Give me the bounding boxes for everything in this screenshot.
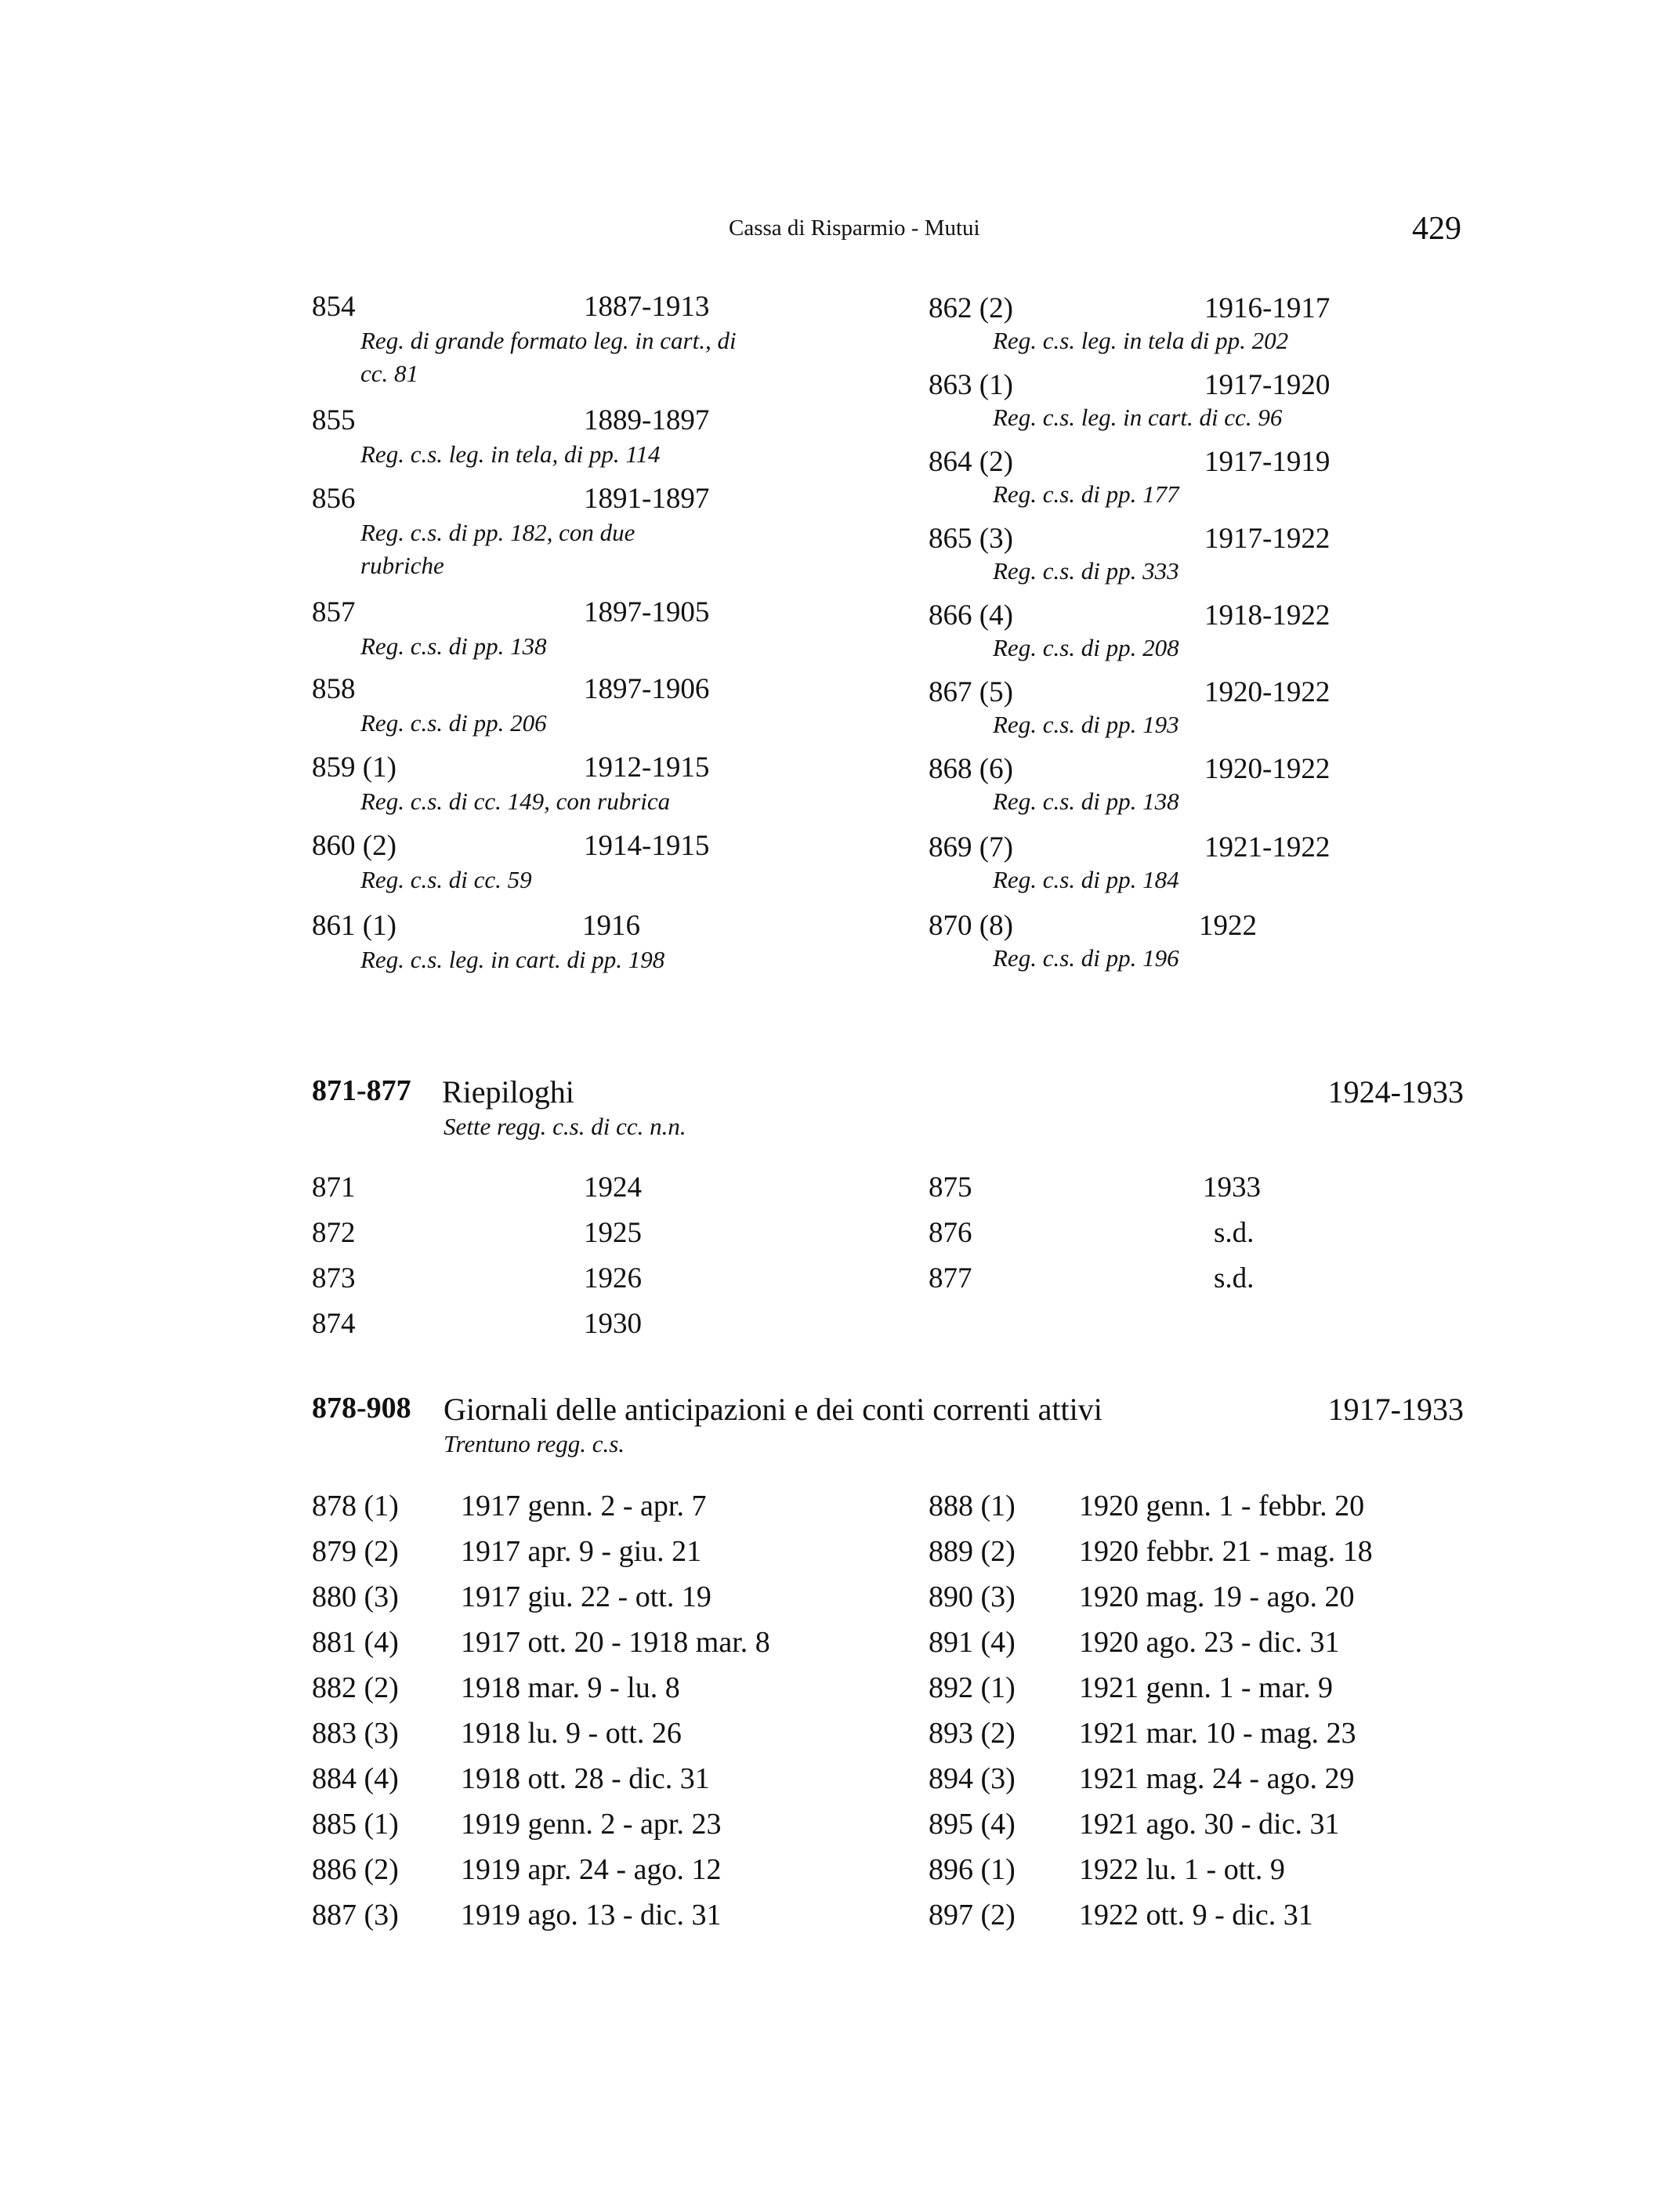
series-years: 1924-1933 [1327, 1074, 1464, 1110]
register-description: Reg. c.s. di pp. 206 [360, 709, 547, 737]
list-item [312, 1580, 860, 1622]
register-years: 1891-1897 [584, 483, 710, 515]
item-number: 894 (3) [929, 1762, 1016, 1795]
item-number: 896 (1) [929, 1853, 1016, 1886]
register-years: 1889-1897 [584, 404, 710, 436]
register-number: 856 [312, 483, 356, 515]
item-year: 1924 [584, 1171, 642, 1204]
item-dates: 1921 mar. 10 - mag. 23 [1079, 1717, 1356, 1750]
register-years: 1917-1922 [1204, 523, 1331, 555]
list-item [929, 1534, 1493, 1577]
list-item [312, 1489, 860, 1531]
list-item [929, 1852, 1493, 1895]
item-number: 871 [312, 1171, 356, 1204]
register-entry [929, 675, 1336, 738]
item-dates: 1917 apr. 9 - giu. 21 [461, 1535, 702, 1568]
list-item [929, 1671, 1493, 1713]
register-entry [312, 829, 719, 892]
register-entry [312, 596, 719, 658]
register-entry [929, 522, 1336, 585]
register-number: 869 (7) [929, 831, 1013, 863]
item-dates: 1920 febbr. 21 - mag. 18 [1079, 1535, 1373, 1568]
register-entry [929, 752, 1336, 815]
register-number: 860 (2) [312, 830, 396, 862]
list-item [929, 1171, 1320, 1210]
series-description: Trentuno regg. c.s. [444, 1430, 625, 1457]
item-dates: 1918 ott. 28 - dic. 31 [461, 1762, 710, 1795]
register-entry [312, 404, 719, 466]
list-item [929, 1580, 1493, 1622]
register-description: Reg. c.s. di pp. 138 [360, 632, 547, 660]
register-years: 1916-1917 [1204, 292, 1331, 324]
register-description: Reg. c.s. di pp. 138 [993, 787, 1179, 815]
register-description: Reg. c.s. di pp. 196 [993, 944, 1179, 972]
item-number: 886 (2) [312, 1853, 399, 1886]
register-description: Reg. c.s. leg. in cart. di cc. 96 [993, 404, 1283, 431]
register-years: 1920-1922 [1204, 753, 1331, 785]
item-number: 892 (1) [929, 1671, 1016, 1704]
item-dates: 1919 ago. 13 - dic. 31 [461, 1899, 722, 1932]
register-description: Reg. c.s. leg. in cart. di pp. 198 [360, 946, 665, 973]
item-dates: 1922 ott. 9 - dic. 31 [1079, 1899, 1313, 1932]
item-dates: 1921 mag. 24 - ago. 29 [1079, 1762, 1355, 1795]
item-year: 1930 [584, 1308, 642, 1340]
list-item [312, 1898, 860, 1940]
list-item [312, 1262, 704, 1301]
item-number: 888 (1) [929, 1490, 1016, 1522]
register-entry [929, 599, 1336, 661]
list-item [312, 1761, 860, 1804]
register-number: 865 (3) [929, 523, 1013, 555]
list-item [929, 1761, 1493, 1804]
item-dates: 1919 genn. 2 - apr. 23 [461, 1808, 722, 1841]
item-number: 880 (3) [312, 1580, 399, 1613]
item-year: 1933 [1203, 1171, 1261, 1204]
register-description: Reg. c.s. di cc. 149, con rubrica [360, 787, 671, 815]
item-number: 878 (1) [312, 1490, 399, 1522]
item-year: s.d. [1214, 1217, 1255, 1249]
list-item [312, 1807, 860, 1849]
register-description: Reg. c.s. di pp. 193 [993, 711, 1179, 738]
register-years: 1897-1905 [584, 596, 710, 628]
list-item [929, 1807, 1493, 1849]
item-dates: 1918 lu. 9 - ott. 26 [461, 1717, 682, 1750]
item-dates: 1920 mag. 19 - ago. 20 [1079, 1580, 1355, 1613]
register-number: 859 (1) [312, 751, 396, 784]
item-year: 1925 [584, 1217, 642, 1249]
item-number: 884 (4) [312, 1762, 399, 1795]
register-years: 1921-1922 [1204, 831, 1331, 863]
running-header: Cassa di Risparmio - Mutui [729, 215, 980, 241]
list-item [929, 1489, 1493, 1531]
register-description: Reg. c.s. di pp. 333 [993, 557, 1179, 585]
series-description: Sette regg. c.s. di cc. n.n. [444, 1113, 686, 1140]
register-years: 1897-1906 [584, 673, 710, 705]
register-years: 1912-1915 [584, 751, 710, 784]
register-description: Reg. c.s. di pp. 177 [993, 480, 1179, 508]
register-years: 1917-1920 [1204, 369, 1331, 401]
list-item [929, 1716, 1493, 1758]
register-years: 1920-1922 [1204, 676, 1331, 708]
register-years: 1922 [1199, 910, 1257, 942]
item-year: 1926 [584, 1262, 642, 1294]
register-description: Reg. di grande formato leg. in cart., di cc. 81 [360, 327, 737, 387]
item-dates: 1920 genn. 1 - febbr. 20 [1079, 1490, 1365, 1522]
register-description: Reg. c.s. di cc. 59 [360, 866, 532, 893]
item-dates: 1920 ago. 23 - dic. 31 [1079, 1626, 1340, 1659]
series-title: Giornali delle anticipazioni e dei conti correnti attivi [444, 1392, 1102, 1427]
list-item [929, 1262, 1320, 1301]
item-number: 881 (4) [312, 1626, 399, 1659]
list-item [312, 1852, 860, 1895]
series-heading-riepiloghi [312, 1073, 1472, 1152]
register-description: Reg. c.s. leg. in tela di pp. 202 [993, 327, 1289, 354]
item-dates: 1921 genn. 1 - mar. 9 [1079, 1671, 1334, 1704]
register-description: Reg. c.s. di pp. 184 [993, 866, 1179, 893]
series-heading-giornali [312, 1391, 1472, 1469]
item-dates: 1917 giu. 22 - ott. 19 [461, 1580, 711, 1613]
list-item [929, 1625, 1493, 1667]
series-years: 1917-1933 [1327, 1392, 1464, 1427]
register-number: 866 (4) [929, 599, 1013, 632]
item-number: 893 (2) [929, 1717, 1016, 1750]
item-dates: 1917 genn. 2 - apr. 7 [461, 1490, 707, 1522]
item-number: 874 [312, 1308, 356, 1340]
item-number: 897 (2) [929, 1899, 1016, 1932]
register-years: 1916 [582, 910, 640, 942]
list-item [312, 1716, 860, 1758]
register-entry [312, 290, 737, 387]
item-number: 895 (4) [929, 1808, 1016, 1841]
register-entry [929, 368, 1336, 431]
register-years: 1917-1919 [1204, 446, 1331, 478]
item-number: 876 [929, 1217, 972, 1249]
register-number: 855 [312, 404, 356, 436]
item-dates: 1922 lu. 1 - ott. 9 [1079, 1853, 1285, 1886]
item-dates: 1919 apr. 24 - ago. 12 [461, 1853, 722, 1886]
item-number: 873 [312, 1262, 356, 1294]
register-description: Reg. c.s. leg. in tela, di pp. 114 [360, 440, 661, 468]
register-years: 1887-1913 [584, 291, 710, 323]
register-entry [929, 909, 1336, 972]
register-description: Reg. c.s. di pp. 182, con due rubriche [360, 519, 635, 579]
register-entry [929, 831, 1336, 893]
list-item [312, 1307, 704, 1346]
item-dates: 1917 ott. 20 - 1918 mar. 8 [461, 1626, 770, 1659]
list-item [312, 1216, 704, 1255]
item-number: 890 (3) [929, 1580, 1016, 1613]
item-number: 875 [929, 1171, 972, 1204]
item-number: 882 (2) [312, 1671, 399, 1704]
register-number: 868 (6) [929, 753, 1013, 785]
series-code: 871-877 [312, 1074, 411, 1107]
register-number: 854 [312, 291, 356, 323]
list-item [929, 1216, 1320, 1255]
list-item [312, 1534, 860, 1577]
register-entry [312, 672, 719, 735]
list-item [312, 1625, 860, 1667]
item-number: 887 (3) [312, 1899, 399, 1932]
register-entry [312, 909, 719, 972]
register-number: 864 (2) [929, 446, 1013, 478]
list-item [929, 1898, 1493, 1940]
item-number: 891 (4) [929, 1626, 1016, 1659]
series-title: Riepiloghi [442, 1074, 574, 1110]
item-number: 883 (3) [312, 1717, 399, 1750]
item-year: s.d. [1214, 1262, 1255, 1294]
register-number: 857 [312, 596, 356, 628]
page-number: 429 [1412, 211, 1461, 247]
register-years: 1918-1922 [1204, 599, 1331, 632]
series-code: 878-908 [312, 1392, 411, 1425]
register-entry [929, 445, 1336, 508]
register-description: Reg. c.s. di pp. 208 [993, 634, 1179, 661]
item-number: 879 (2) [312, 1535, 399, 1568]
register-number: 861 (1) [312, 910, 396, 942]
list-item [312, 1171, 704, 1210]
list-item [312, 1671, 860, 1713]
item-number: 872 [312, 1217, 356, 1249]
item-number: 889 (2) [929, 1535, 1016, 1568]
item-number: 877 [929, 1262, 972, 1294]
register-number: 863 (1) [929, 369, 1013, 401]
item-number: 885 (1) [312, 1808, 399, 1841]
register-number: 858 [312, 673, 356, 705]
item-dates: 1921 ago. 30 - dic. 31 [1079, 1808, 1340, 1841]
item-dates: 1918 mar. 9 - lu. 8 [461, 1671, 680, 1704]
register-entry [929, 291, 1336, 354]
register-number: 867 (5) [929, 676, 1013, 708]
register-number: 870 (8) [929, 910, 1013, 942]
register-number: 862 (2) [929, 292, 1013, 324]
register-entry [312, 482, 719, 579]
register-entry [312, 751, 719, 813]
register-years: 1914-1915 [584, 830, 710, 862]
